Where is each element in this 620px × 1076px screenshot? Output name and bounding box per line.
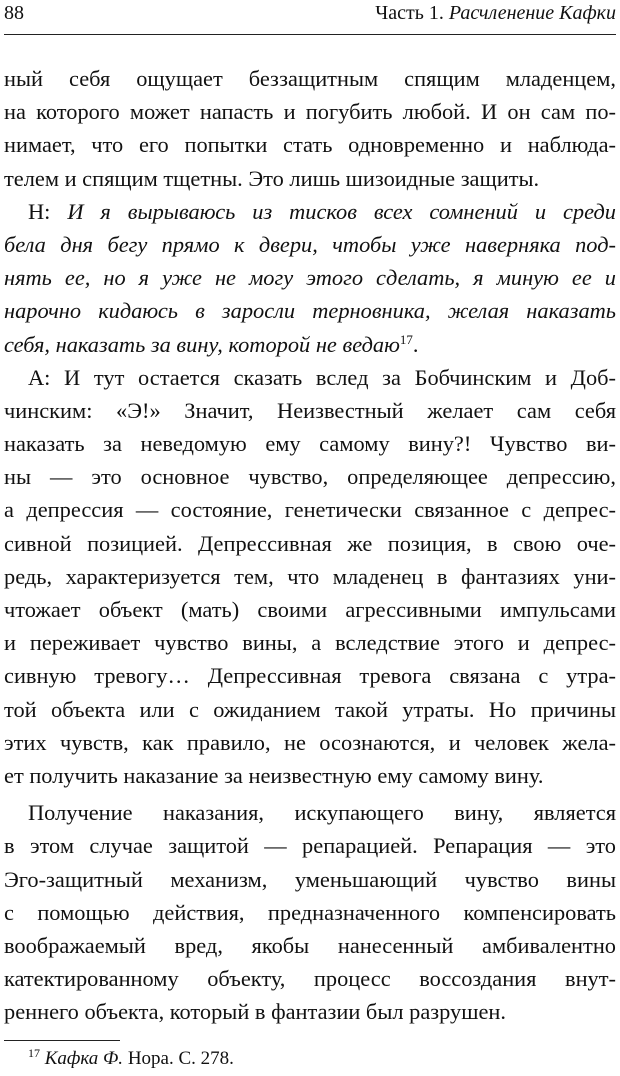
footnote-divider xyxy=(4,1040,120,1041)
quote-line: себя, наказать за вину, которой не ведаю xyxy=(4,331,400,357)
text-line: на которого может напасть и погубить любой. И он сам по- xyxy=(4,99,616,125)
text-line: чтожает объект (мать) своими агрессивными импульсами xyxy=(4,597,616,622)
footnote xyxy=(28,1048,234,1070)
text-line: наказать за неведомую ему самому вину?! Чувство ви- xyxy=(4,431,616,457)
text-line: катектированному объекту, процесс воссоздания внут- xyxy=(4,966,616,992)
part-label: Часть 1. xyxy=(375,2,444,24)
text-line: и переживает чувство вины, а вследствие этого и депрес- xyxy=(4,630,616,656)
footnote-source: Нора. С. 278. xyxy=(127,1048,234,1069)
page-header xyxy=(4,0,616,35)
text-line xyxy=(4,328,616,361)
text-line: ный себя ощущает беззащитным спящим младенцем, xyxy=(4,66,616,91)
body-text xyxy=(4,62,616,1028)
paragraph xyxy=(4,62,616,195)
text-line: Эго-защитный механизм, уменьшающий чувство вины xyxy=(4,866,616,892)
text-line: чинским: «Э!» Значит, Неизвестный желает сам себя xyxy=(4,397,616,423)
text-line: в этом случае защитой — репарацией. Репарация — это xyxy=(4,833,616,859)
text-line: А: И тут остается сказать вслед за Бобчинским и Доб- xyxy=(28,364,616,390)
text-line: а депрессия — состояние, генетически связанное с депрес- xyxy=(4,497,616,523)
text-line: реннего объекта, который в фантазии был разрушен. xyxy=(4,999,506,1025)
quote-line: нарочно кидаюсь в заросли терновника, желая наказать xyxy=(4,298,616,324)
quote-text: И я вырываюсь из тисков всех сомнений и среди xyxy=(67,198,616,224)
text-line: телем и спящим тщетны. Это лишь шизоидные защиты. xyxy=(4,165,540,191)
page-number: 88 xyxy=(4,2,24,24)
footnote-number: 17 xyxy=(28,1046,40,1060)
text-line: той объекта или с ожиданием такой утраты. Но причины xyxy=(4,696,616,722)
running-head xyxy=(375,2,616,25)
quote-paragraph xyxy=(4,195,616,361)
footnote-author: Кафка Ф. xyxy=(44,1048,124,1069)
paragraph xyxy=(4,361,616,792)
text-line: ны — это основное чувство, определяющее депрессию, xyxy=(4,464,616,490)
end-punctuation: . xyxy=(412,331,419,357)
text-line: нимает, что его попытки стать одновременно и наблюда- xyxy=(4,132,616,158)
text-line: ет получить наказание за неизвестную ему самому вину. xyxy=(4,762,544,788)
quote-line: бела дня бегу прямо к двери, чтобы уже наверняка под- xyxy=(4,231,616,257)
text-line: с помощью действия, предназначенного компенсировать xyxy=(4,899,616,925)
text-line: воображаемый вред, якобы нанесенный амбивалентно xyxy=(4,932,616,958)
text-line: сивной позицией. Депрессивная же позиция, в свою оче- xyxy=(4,530,616,556)
text-line xyxy=(4,195,616,228)
text-line: этих чувств, как правило, не осознаются, и человек жела- xyxy=(4,729,616,755)
speaker-label: Н: xyxy=(28,198,51,224)
text-line: редь, характеризуется тем, что младенец в фантазиях уни- xyxy=(4,563,616,589)
footnote-reference[interactable]: 17 xyxy=(399,331,413,347)
text-line: сивную тревогу… Депрессивная тревога связана с утра- xyxy=(4,663,616,689)
text-line: Получение наказания, искупающего вину, является xyxy=(28,800,616,826)
quote-line: нять ее, но я уже не могу этого сделать, я миную ее и xyxy=(4,265,616,291)
part-title: Расчленение Кафки xyxy=(448,2,616,24)
paragraph xyxy=(4,796,616,1028)
